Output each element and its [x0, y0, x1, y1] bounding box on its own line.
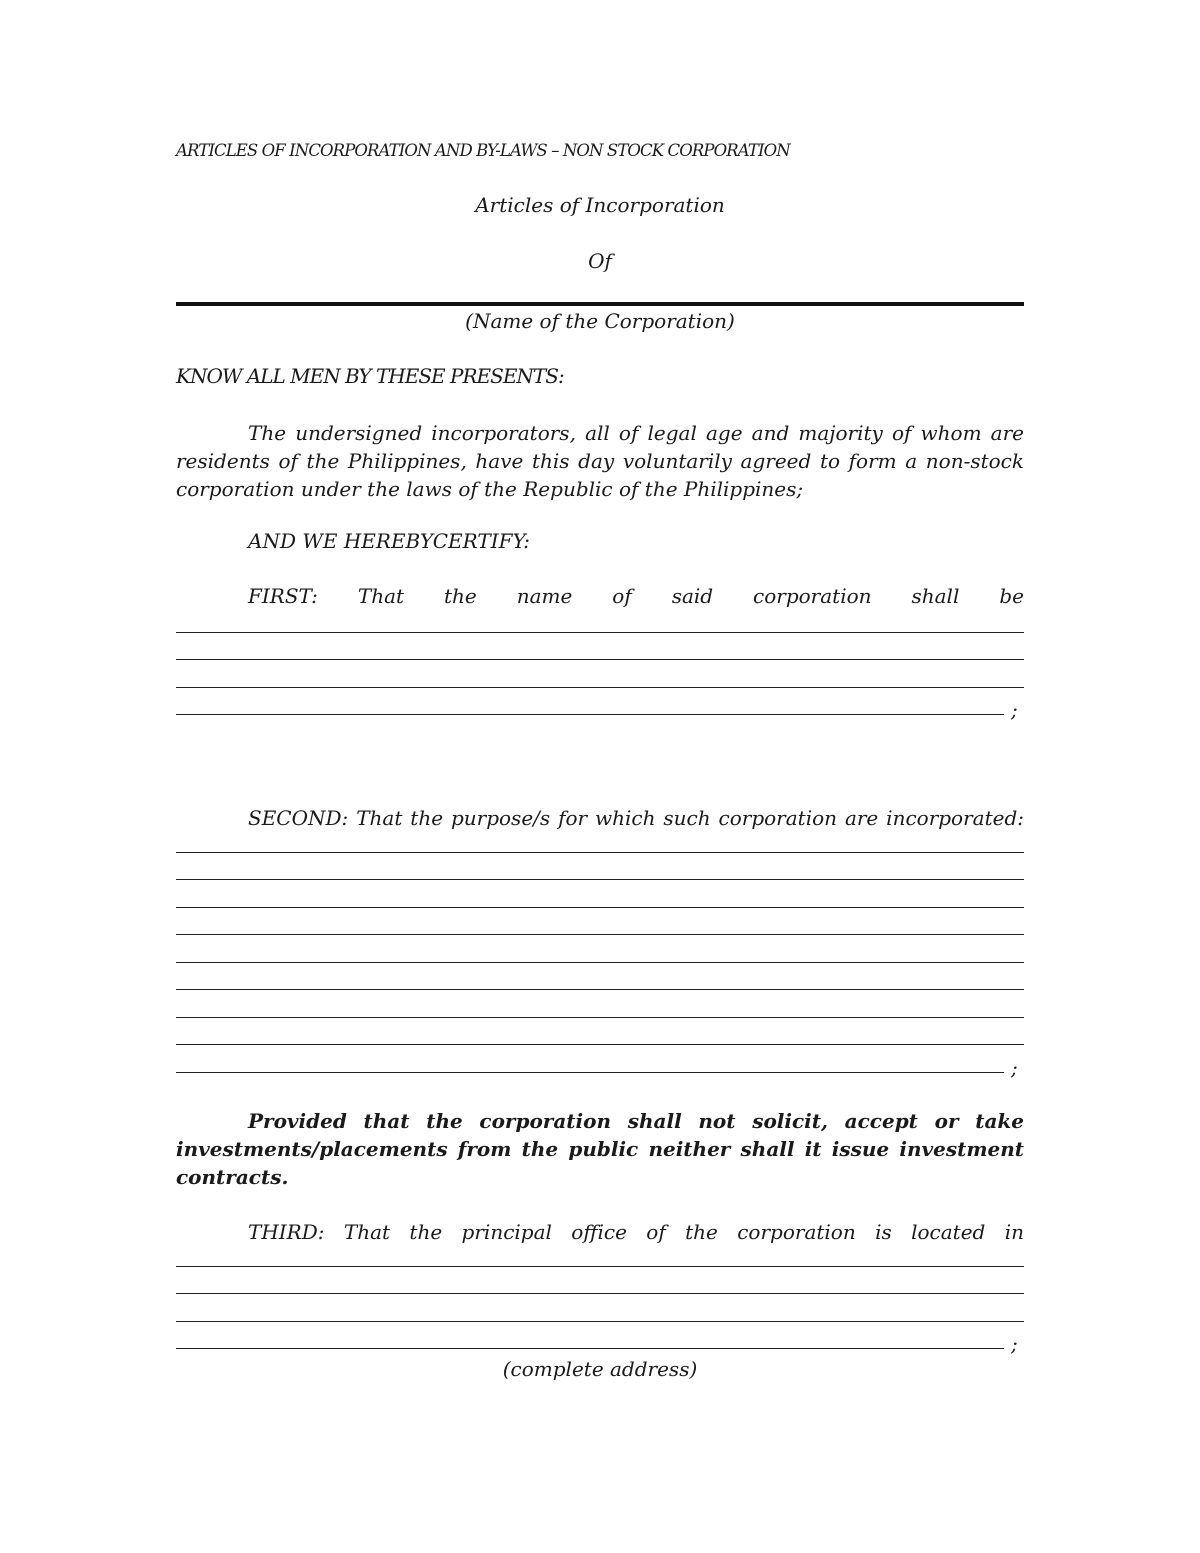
document-title: Articles of Incorporation [475, 193, 725, 217]
certify-heading: AND WE HEREBYCERTIFY: [248, 529, 530, 553]
third-blank-line[interactable] [176, 1266, 1024, 1267]
first-blank-line[interactable] [176, 714, 1004, 715]
first-clause [248, 584, 1024, 608]
second-blank-line[interactable] [176, 934, 1024, 935]
first-word: shall [911, 584, 960, 608]
second-terminator: ; [1011, 1056, 1018, 1080]
second-blank-line[interactable] [176, 907, 1024, 908]
first-blank-line[interactable] [176, 659, 1024, 660]
first-word: corporation [753, 584, 872, 608]
first-word: be [999, 584, 1024, 608]
third-blank-line[interactable] [176, 1293, 1024, 1294]
second-blank-line[interactable] [176, 989, 1024, 990]
third-blank-line[interactable] [176, 1321, 1024, 1322]
second-blank-line[interactable] [176, 1017, 1024, 1018]
know-all-heading: KNOW ALL MEN BY THESE PRESENTS: [176, 364, 564, 388]
first-blank-line[interactable] [176, 687, 1024, 688]
first-terminator: ; [1011, 698, 1018, 722]
second-blank-line[interactable] [176, 852, 1024, 853]
second-blank-line[interactable] [176, 1072, 1004, 1073]
first-word: said [671, 584, 714, 608]
first-word: name [516, 584, 573, 608]
corporation-name-blank[interactable] [176, 302, 1024, 306]
third-blank-line[interactable] [176, 1348, 1004, 1349]
first-word: That [357, 584, 405, 608]
third-clause: THIRD: That the principal office of the corporation is located in [248, 1220, 1024, 1244]
first-word: of [612, 584, 632, 608]
first-word: FIRST: [248, 584, 318, 608]
second-blank-line[interactable] [176, 879, 1024, 880]
intro-paragraph: The undersigned incorporators, all of legal age and majority of whom are residents of the Philippines, have this day voluntarily agreed to form a non-stock corporation under the laws of the Republic of the Philippines; [176, 421, 1024, 501]
second-blank-line[interactable] [176, 962, 1024, 963]
first-word: the [444, 584, 477, 608]
proviso-paragraph: Provided that the corporation shall not solicit, accept or take investments/placements from the public neither shall it issue investment contracts. [176, 1109, 1024, 1189]
third-terminator: ; [1011, 1332, 1018, 1356]
first-blank-line[interactable] [176, 632, 1024, 633]
second-blank-line[interactable] [176, 1044, 1024, 1045]
address-caption: (complete address) [502, 1357, 698, 1381]
second-clause: SECOND: That the purpose/s for which such corporation are incorporated: [248, 806, 1024, 830]
document-header: ARTICLES OF INCORPORATION AND BY-LAWS – NON STOCK CORPORATION [176, 141, 790, 160]
name-caption: (Name of the Corporation) [465, 309, 735, 333]
of-label: Of [588, 249, 612, 273]
